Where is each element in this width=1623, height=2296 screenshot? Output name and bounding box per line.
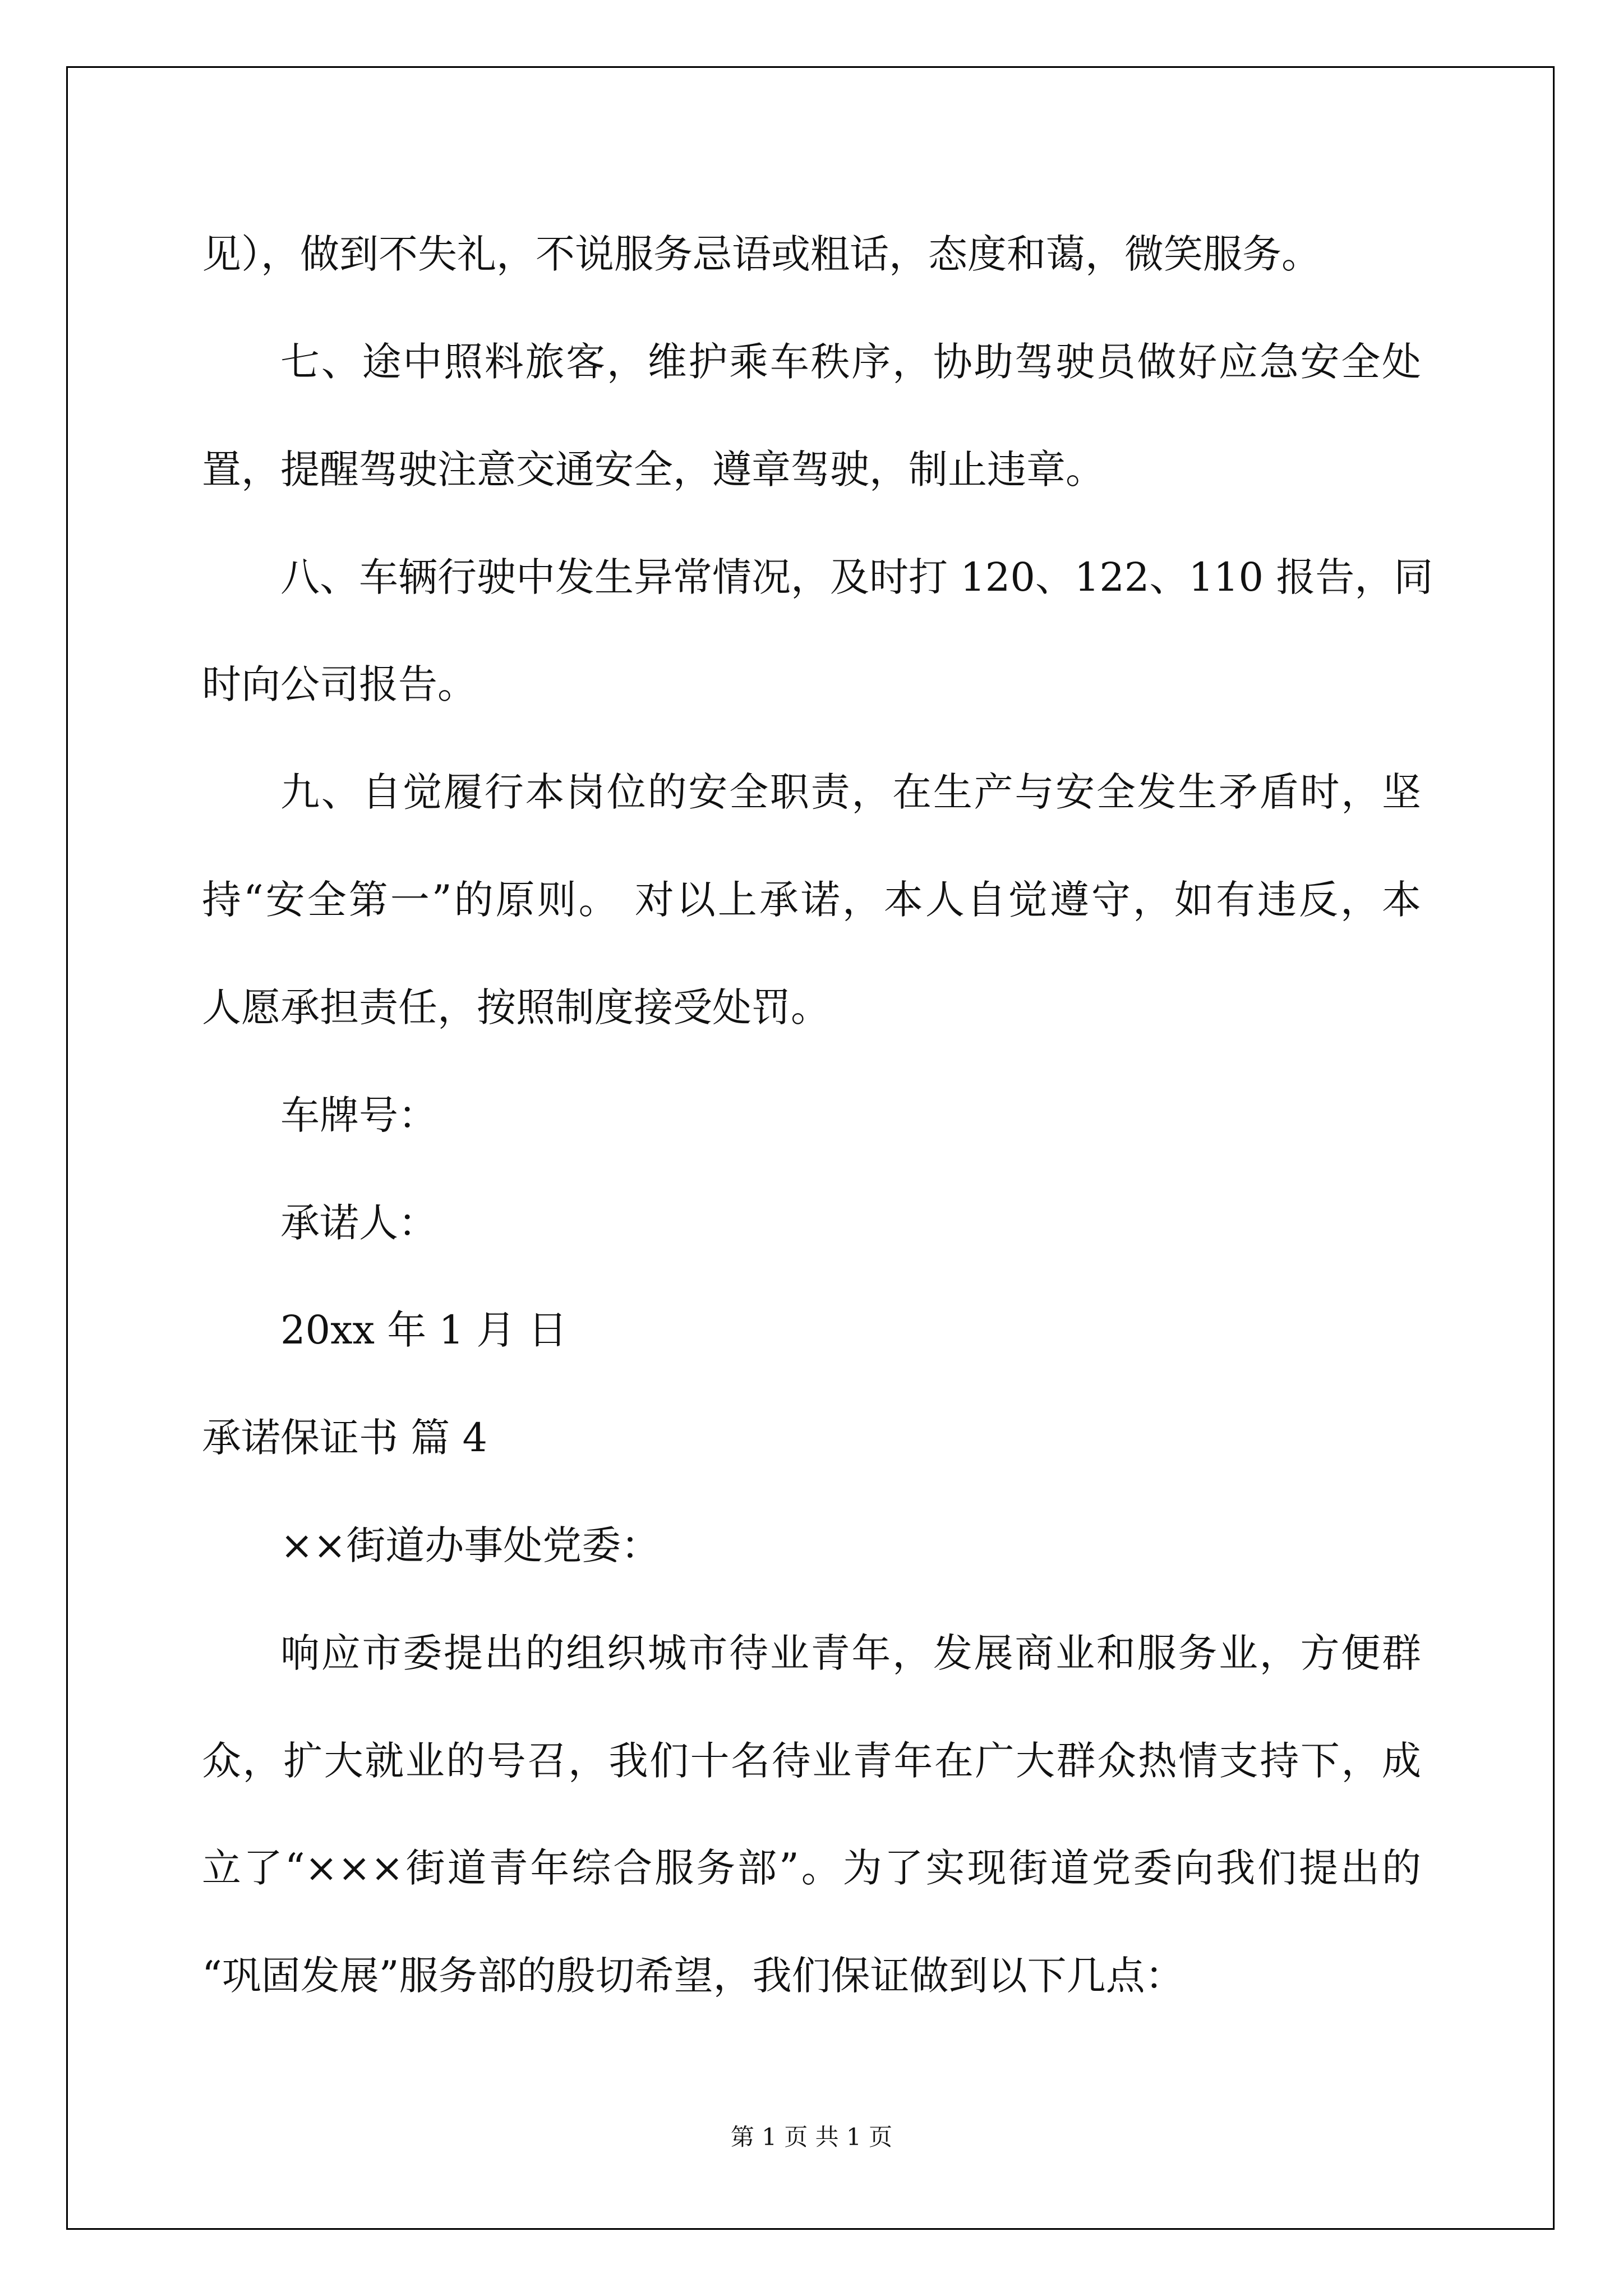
paragraph-line: 见），做到不失礼，不说服务忌语或粗话，态度和蔼，微笑服务。 [202,231,1321,277]
paragraph-line: 立了“×××街道青年综合服务部”。为了实现街道党委向我们提出的 [202,1845,1421,1891]
recipient-line: ××街道办事处党委： [280,1522,661,1568]
page-border [66,66,1555,2230]
paragraph-line: 众，扩大就业的号召，我们十名待业青年在广大群众热情支持下，成 [202,1738,1421,1784]
plate-number-label: 车牌号： [280,1092,437,1138]
paragraph-line: 响应市委提出的组织城市待业青年，发展商业和服务业，方便群 [280,1630,1421,1676]
paragraph-line: 持“安全第一”的原则。 对以上承诺，本人自觉遵守，如有违反，本 [202,877,1421,923]
paragraph-line: “巩固发展”服务部的殷切希望，我们保证做到以下几点： [202,1953,1184,1999]
paragraph-line: 九、自觉履行本岗位的安全职责，在生产与安全发生矛盾时，坚 [280,769,1421,815]
paragraph-line: 七、途中照料旅客，维护乘车秩序，协助驾驶员做好应急安全处 [280,339,1421,385]
paragraph-line: 置，提醒驾驶注意交通安全，遵章驾驶，制止违章。 [202,447,1105,493]
paragraph-line: 八、车辆行驶中发生异常情况，及时打 120、122、110 报告，同 [280,554,1433,600]
paragraph-line: 人愿承担责任，按照制度接受处罚。 [202,984,830,1030]
section-heading: 承诺保证书 篇 4 [202,1415,488,1461]
promisor-label: 承诺人： [280,1200,437,1246]
paragraph-line: 时向公司报告。 [202,661,477,707]
page-number-footer: 第 1 页 共 1 页 [730,2123,893,2151]
date-line: 20xx 年 1 月 日 [280,1307,568,1353]
